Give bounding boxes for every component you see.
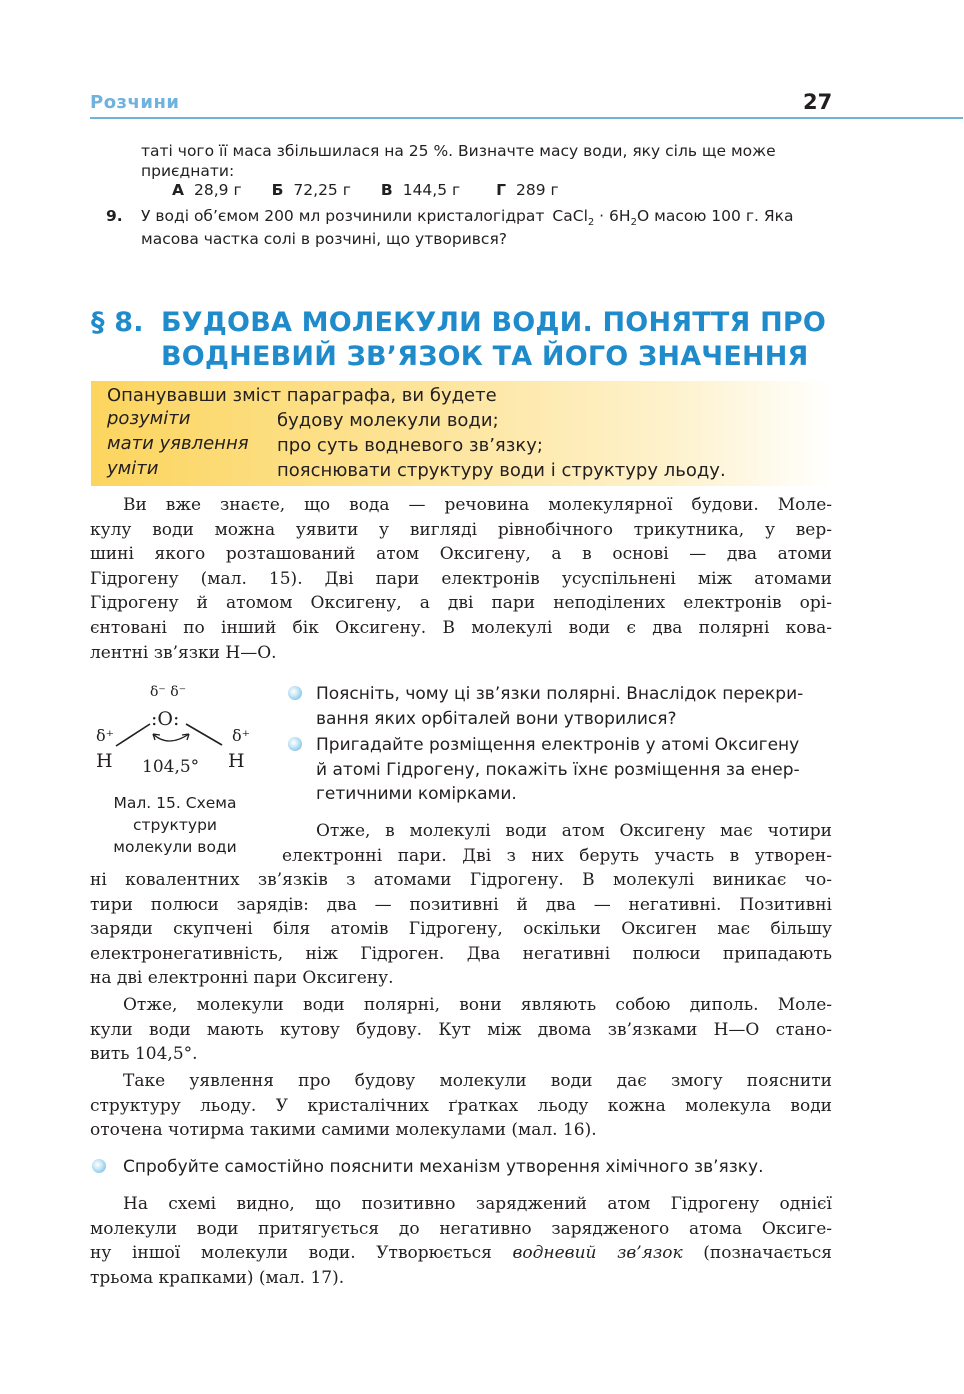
goal-verb: розуміти — [107, 408, 191, 429]
goal-text: про суть водневого зв’язку; — [277, 435, 543, 456]
answer-value: 289 г — [516, 181, 559, 199]
goals-intro: Опанувавши зміст параграфа, ви будете — [107, 385, 497, 406]
delta-minus-label: δ⁻ δ⁻ — [150, 684, 187, 700]
goal-text: будову молекули води; — [277, 410, 499, 431]
goal-text: пояснювати структуру води і структуру льоду. — [277, 460, 726, 481]
oxygen-atom-label: :O: — [151, 708, 180, 730]
task9-text-post: масою 100 г. Яка — [654, 207, 794, 225]
answer-value: 28,9 г — [194, 181, 242, 199]
paragraph-4: Таке уявлення про будову молекули води дає змогу пояснити структуру льоду. У кристалічних ґратках льоду кожна молекула води оточена чотирма такими самими молекулами (мал. 16). — [90, 1071, 832, 1141]
term-hydrogen-bond: водневий зв’язок — [512, 1243, 683, 1264]
goal-verb: уміти — [107, 458, 159, 479]
task9-number: 9. — [106, 207, 123, 225]
answer-letter: А — [172, 181, 184, 199]
question-3: Спробуйте самостійно пояснити механізм утворення хімічного зв’язку. — [123, 1157, 764, 1177]
paragraph-3: Отже, молекули води полярні, вони являють собою диполь. Моле- кули води мають кутову будову. Кут між двома зв’язками Н—О стано- вить 104,5°. — [90, 995, 832, 1065]
page-number: 27 — [803, 90, 833, 114]
bond-angle-label: 104,5° — [142, 757, 200, 777]
answer-letter: Г — [496, 181, 507, 199]
answer-letter: В — [380, 181, 393, 199]
running-header-section: Розчини — [90, 92, 180, 113]
question-1: Поясніть, чому ці зв’язки полярні. Внаслідок перекри- вання яких орбіталей вони утворилися? — [316, 684, 804, 729]
task9-text-pre: У воді об’ємом 200 мл розчинили кристалогідрат — [141, 207, 545, 225]
question-bullet-icon — [288, 737, 302, 751]
bond-lines — [90, 684, 270, 784]
header-rule — [90, 117, 963, 119]
paragraph-2-line2: електронні пари. Дві з них беруть участь в утворен- — [282, 846, 832, 866]
task-continued-line2: приєднати: — [141, 162, 235, 180]
hydrogen-right-label: H — [228, 750, 245, 772]
paragraph-2-rest: ні ковалентних зв’язків з атомами Гідрогену. В молекулі виникає чо- тири полюси зарядів: два — позитивні й два — негативні. Позитивні заряди скупчені біля атомів Гідрогену, оскільки Оксиген має більшу електронегативність, ніж Гідроген. Два негативні полюси припадають на дві електронні пари Оксигену. — [90, 870, 832, 989]
paragraph-intro: Ви вже знаєте, що вода — речовина молекулярної будови. Моле- кулу води можна уявити у вигляді рівнобічного трикутника, у вер- шині якого розташований атом Оксигену, а в основі — два атоми Гідрогену (мал. 15). Дві пари електронів усуспільнені між атомами Гідрогену й атомом Оксигену, а дві пари неподілених електронів орі- єнтовані по інший бік Оксигену. В молекулі води є два полярні кова- лентні зв’язки Н—О. — [90, 495, 832, 663]
section-title-line1: БУДОВА МОЛЕКУЛИ ВОДИ. ПОНЯТТЯ ПРО — [161, 307, 827, 338]
bond-right — [186, 724, 222, 745]
question-2: Пригадайте розміщення електронів у атомі Оксигену й атомі Гідрогену, покажіть їхнє розміщення за енер- гетичними комірками. — [316, 735, 800, 804]
question-bullet-icon — [92, 1159, 106, 1173]
answer-value: 72,25 г — [293, 181, 351, 199]
delta-plus-right-label: δ⁺ — [232, 726, 251, 745]
task-continued-line1: таті чого її маса збільшилася на 25 %. Визначте масу води, яку сіль ще може — [141, 142, 776, 160]
paragraph-2-line1: Отже, в молекулі води атом Оксигену має чотири — [316, 821, 832, 841]
water-molecule-diagram — [90, 684, 270, 784]
learning-goals-box — [91, 381, 833, 486]
task9-formula: CaCl$_2$ · $6H_2O$ — [552, 207, 650, 229]
answer-letter: Б — [271, 181, 284, 199]
hydrogen-left-label: H — [96, 750, 113, 772]
figure-caption: Мал. 15. Схема структури молекули води — [113, 794, 237, 856]
goal-verb: мати уявлення — [107, 433, 249, 454]
section-title-line2: ВОДНЕВИЙ ЗВ’ЯЗОК ТА ЙОГО ЗНАЧЕННЯ — [161, 341, 809, 372]
answer-value: 144,5 г — [402, 181, 461, 199]
section-number: § 8. — [91, 307, 144, 338]
paragraph-5: На схемі видно, що позитивно заряджений атом Гідрогену однієї молекули води притягується до негативно зарядженого атома Оксиге- ну іншої молекули води. Утворюється водневий зв’язок (позначається трьома крапками) (мал. 17). — [90, 1194, 833, 1288]
delta-plus-left-label: δ⁺ — [96, 726, 115, 745]
question-bullet-icon — [288, 686, 302, 700]
answer-options — [172, 181, 559, 199]
bond-left — [116, 724, 150, 746]
task9-line2: масова частка солі в розчині, що утворився? — [141, 230, 507, 248]
